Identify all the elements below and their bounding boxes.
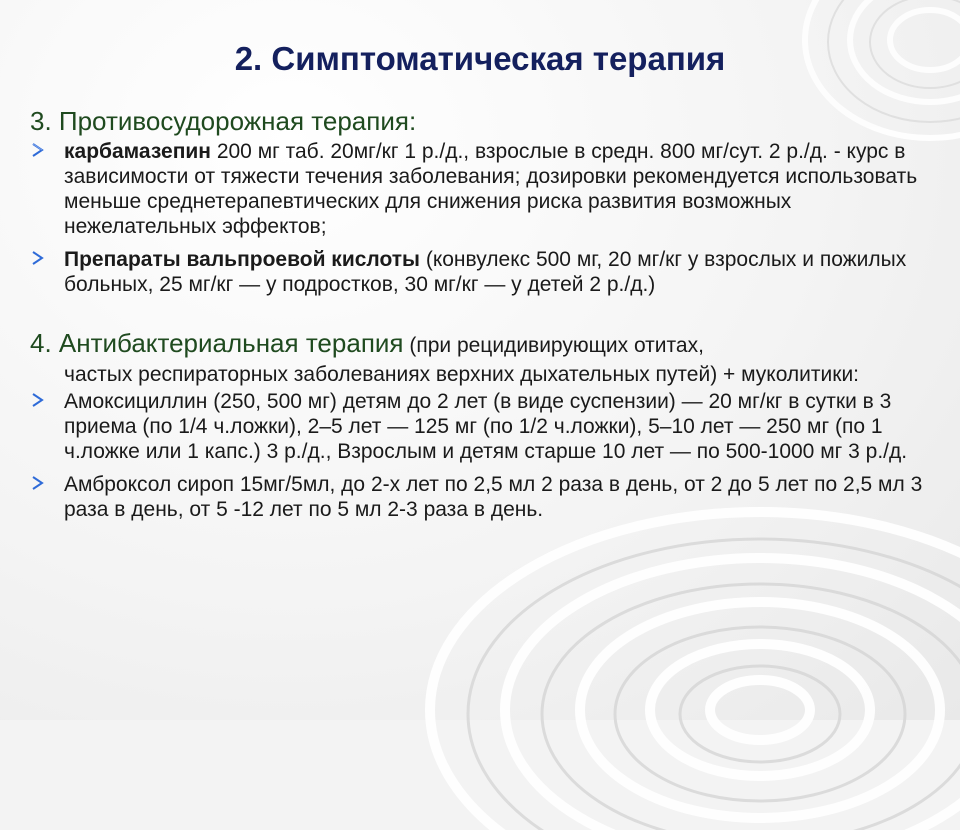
list-item: [30, 472, 935, 522]
list-item: [30, 389, 935, 464]
section-anticonvulsant: [30, 105, 935, 297]
drug-name: Препараты вальпроевой кислоты: [64, 248, 420, 271]
bullet-list: [30, 389, 935, 522]
chevron-right-icon: [30, 139, 48, 161]
section-heading-note: (при рецидивирующих отитах,: [403, 334, 704, 357]
drug-description: 200 мг таб. 20мг/кг 1 р./д., взрослые в средн. 800 мг/сут. 2 р./д. - курс в зависимости от тяжести течения заболевания; дозировки рекомендуется использовать меньше среднетерапевтических для снижения риска развития возможных нежелательных эффектов;: [64, 140, 918, 238]
section-antibacterial: [30, 327, 935, 522]
list-item: [30, 139, 935, 239]
section-heading-text: 3. Противосудорожная терапия:: [30, 106, 417, 136]
drug-description: (конвулекс 500 мг, 20 мг/кг у взрослых и пожилых больных, 25 мг/кг — у подростков, 30 мг/кг — у детей 2 р./д.): [64, 248, 907, 296]
bullet-list: [30, 139, 935, 297]
chevron-right-icon: [30, 472, 48, 494]
chevron-right-icon: [30, 247, 48, 269]
slide-title: 2. Симптоматическая терапия: [234, 40, 726, 77]
drug-name: карбамазепин: [64, 140, 211, 163]
section-heading: [30, 327, 935, 362]
list-item: [30, 247, 935, 297]
slide-content: [30, 105, 935, 530]
drug-description: Амброксол сироп 15мг/5мл, до 2-х лет по 2,5 мл 2 раза в день, от 2 до 5 лет по 2,5 мл 3 раза в день, от 5 -12 лет по 5 мл 2-3 раза в день.: [64, 473, 923, 521]
section-heading-text: 4. Антибактериальная терапия: [30, 328, 404, 358]
section-heading-continuation: частых респираторных заболеваниях верхних дыхательных путей) + муколитики:: [64, 363, 860, 386]
drug-description: Амоксициллин (250, 500 мг) детям до 2 лет (в виде суспензии) — 20 мг/кг в сутки в 3 приема (по 1/4 ч.ложки), 2–5 лет — 125 мг (по 1/2 ч.ложки), 5–10 лет — 250 мг (по 1 ч.ложке или 1 капс.) 3 р./д., Взрослым и детям старше 10 лет — по 500-1000 мг 3 р./д.: [64, 390, 908, 463]
section-heading: [30, 105, 935, 137]
chevron-right-icon: [30, 389, 48, 411]
